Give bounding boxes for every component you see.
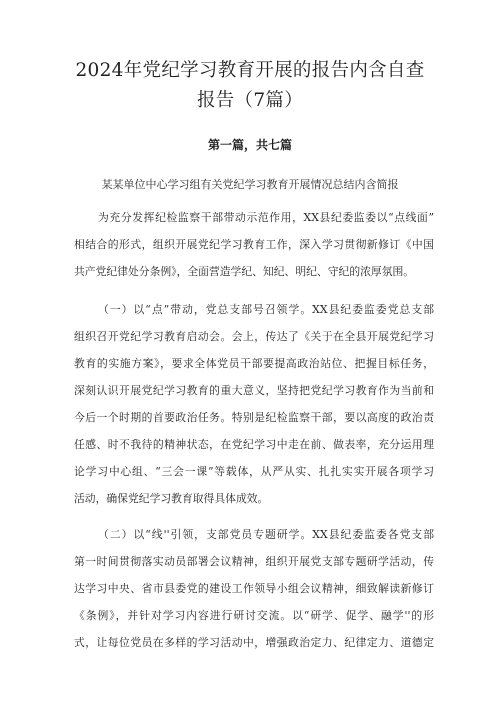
section-heading: 第一篇，共七篇: [207, 138, 292, 152]
paragraph-3-line-2: 第一时间贯彻落实动员部署会议精神，组织开展党支部专题研学活动，传: [74, 555, 434, 568]
paragraph-3-line-4: 《条例》，并针对学习内容进行研讨交流。以“研学、促学、融学''的形: [74, 609, 434, 622]
document-title-line-1: 2024年党纪学习教育开展的报告内含自查: [75, 60, 425, 81]
paragraph-2-line-6: 任感、时不我待的精神状态，在党纪学习中走在前、做表率，充分运用理: [74, 438, 434, 451]
paragraph-2-line-8: 活动，确保党纪学习教育取得具体成效。: [74, 492, 269, 505]
paragraph-2-line-3: 教育的实施方案》，要求全体党员干部要提高政治站位、把握目标任务，: [74, 357, 434, 370]
paragraph-1-line-3: 共产党纪律处分条例》，全面营造学纪、知纪、明纪、守纪的浓厚氛围。: [74, 265, 415, 278]
document-subtitle: 某某单位中心学习组有关党纪学习教育开展情况总结内含简报: [101, 178, 399, 191]
paragraph-3-line-1: （二）以“线''引领，支部党员专题研学。XX县纪委监委各党支部: [98, 528, 434, 541]
paragraph-1-line-1: 为充分发挥纪检监察干部带动示范作用，XX县纪委监委以“点线面”: [98, 211, 434, 224]
paragraph-2-line-1: （一）以“点”带动，党总支部号召领学。XX县纪委监委党总支部: [98, 303, 434, 316]
paragraph-3-line-5: 式，让每位党员在多样的学习活动中，增强政治定力、纪律定力、道德定: [74, 636, 434, 649]
paragraph-3-line-3: 达学习中央、省市县委党的建设工作领导小组会议精神，细致解读新修订: [74, 582, 434, 595]
paragraph-2-line-2: 组织召开党纪学习教育启动会。会上，传达了《关于在全县开展党纪学习: [74, 330, 434, 343]
paragraph-1-line-2: 相结合的形式，组织开展党纪学习教育工作，深入学习贯彻新修订《中国: [74, 238, 434, 251]
paragraph-2-line-7: 论学习中心组、“三会一课”等载体，从严从实、扎扎实实开展各项学习: [74, 465, 434, 478]
document-title-line-2: 报告（7篇）: [196, 90, 304, 111]
paragraph-2-line-5: 今后一个时期的首要政治任务。特别是纪检监察干部，要以高度的政治责: [74, 411, 434, 424]
paragraph-2-line-4: 深刻认识开展党纪学习教育的重大意义，坚持把党纪学习教育作为当前和: [74, 384, 434, 397]
